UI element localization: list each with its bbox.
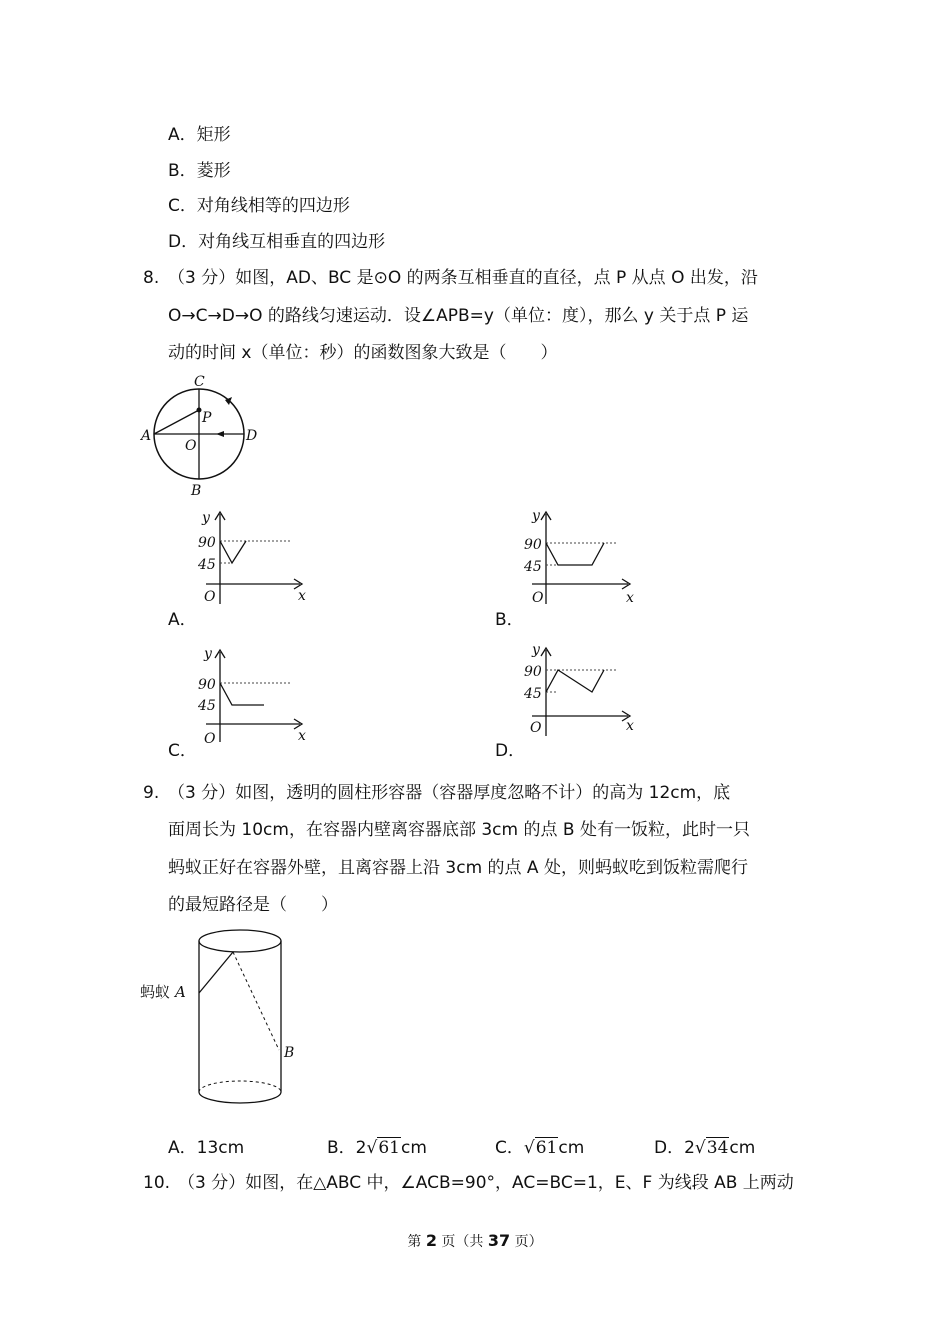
label-b: B — [284, 1045, 295, 1061]
q9-option-d: D．2√34cm — [654, 1138, 756, 1158]
sqrt-icon: √ — [523, 1138, 535, 1158]
q8-line-1: （3 分）如图，AD、BC 是⊙O 的两条互相垂直的直径，点 P 从点 O 出发，沿 — [168, 268, 758, 288]
q8-line-3: 动的时间 x（单位：秒）的函数图象大致是（ ） — [168, 343, 558, 363]
svg-text:y: y — [202, 510, 210, 526]
svg-text:y: y — [204, 646, 212, 662]
q9-option-b: B．2√61cm — [327, 1138, 427, 1158]
q10-number: 10. — [143, 1173, 171, 1193]
q9-line-4: 的最短路径是（ ） — [168, 895, 338, 915]
svg-text:90: 90 — [198, 677, 216, 693]
ant-label: 蚂蚁 — [140, 983, 171, 1001]
q9-cylinder-figure — [138, 925, 308, 1110]
q8-circle-figure — [138, 372, 268, 500]
svg-text:90: 90 — [524, 537, 542, 553]
q7-option-a: A．矩形 — [168, 125, 231, 145]
svg-text:x: x — [298, 728, 306, 744]
svg-text:x: x — [626, 590, 634, 606]
svg-text:45: 45 — [198, 557, 216, 573]
q7-option-c: C．对角线相等的四边形 — [168, 196, 350, 216]
graph-a — [196, 506, 316, 608]
svg-text:45: 45 — [524, 559, 542, 575]
svg-text:O: O — [204, 731, 216, 746]
q9-line-1: （3 分）如图，透明的圆柱形容器（容器厚度忽略不计）的高为 12cm，底 — [168, 783, 731, 803]
graph-d — [522, 640, 642, 740]
q8-option-b: B． — [495, 610, 524, 630]
svg-text:x: x — [626, 718, 634, 734]
svg-text:O: O — [204, 589, 216, 605]
svg-text:y: y — [532, 508, 540, 524]
svg-text:90: 90 — [198, 535, 216, 551]
svg-text:O: O — [530, 720, 542, 736]
svg-text:90: 90 — [524, 664, 542, 680]
label-a: A — [141, 428, 152, 444]
label-d: D — [246, 428, 258, 444]
label-b: B — [191, 483, 202, 499]
q8-number: 8. — [143, 268, 160, 288]
q8-option-d: D． — [495, 741, 526, 761]
svg-text:45: 45 — [524, 686, 542, 702]
q7-option-b: B．菱形 — [168, 161, 231, 181]
label-p: P — [202, 410, 212, 426]
svg-text:x: x — [298, 588, 306, 604]
page-footer: 第 2 页（共 37 页） — [407, 1231, 543, 1250]
label-c: C — [194, 374, 205, 390]
graph-c — [196, 644, 316, 746]
label-o: O — [185, 438, 197, 454]
q9-line-3: 蚂蚁正好在容器外壁，且离容器上沿 3cm 的点 A 处，则蚂蚁吃到饭粒需爬行 — [168, 858, 748, 878]
q9-option-c: C．√61cm — [495, 1138, 585, 1158]
svg-text:O: O — [532, 590, 544, 606]
q7-option-d: D．对角线互相垂直的四边形 — [168, 232, 386, 252]
graph-b — [522, 506, 642, 608]
sqrt-icon: √ — [694, 1138, 706, 1158]
q8-line-2: O→C→D→O 的路线匀速运动．设∠APB=y（单位：度），那么 y 关于点 P 运 — [168, 306, 749, 326]
q9-number: 9. — [143, 783, 160, 803]
label-a: A — [175, 983, 186, 1001]
sqrt-icon: √ — [366, 1138, 378, 1158]
svg-text:y: y — [532, 642, 540, 658]
q8-option-a: A． — [168, 610, 197, 630]
q8-option-c: C． — [168, 741, 197, 761]
q10-line-1: （3 分）如图，在△ABC 中，∠ACB=90°，AC=BC=1，E、F 为线段 AB 上两动 — [178, 1173, 794, 1193]
q9-option-a: A．13cm — [168, 1138, 245, 1158]
q9-line-2: 面周长为 10cm，在容器内壁离容器底部 3cm 的点 B 处有一饭粒，此时一只 — [168, 820, 750, 840]
svg-text:45: 45 — [198, 698, 216, 714]
